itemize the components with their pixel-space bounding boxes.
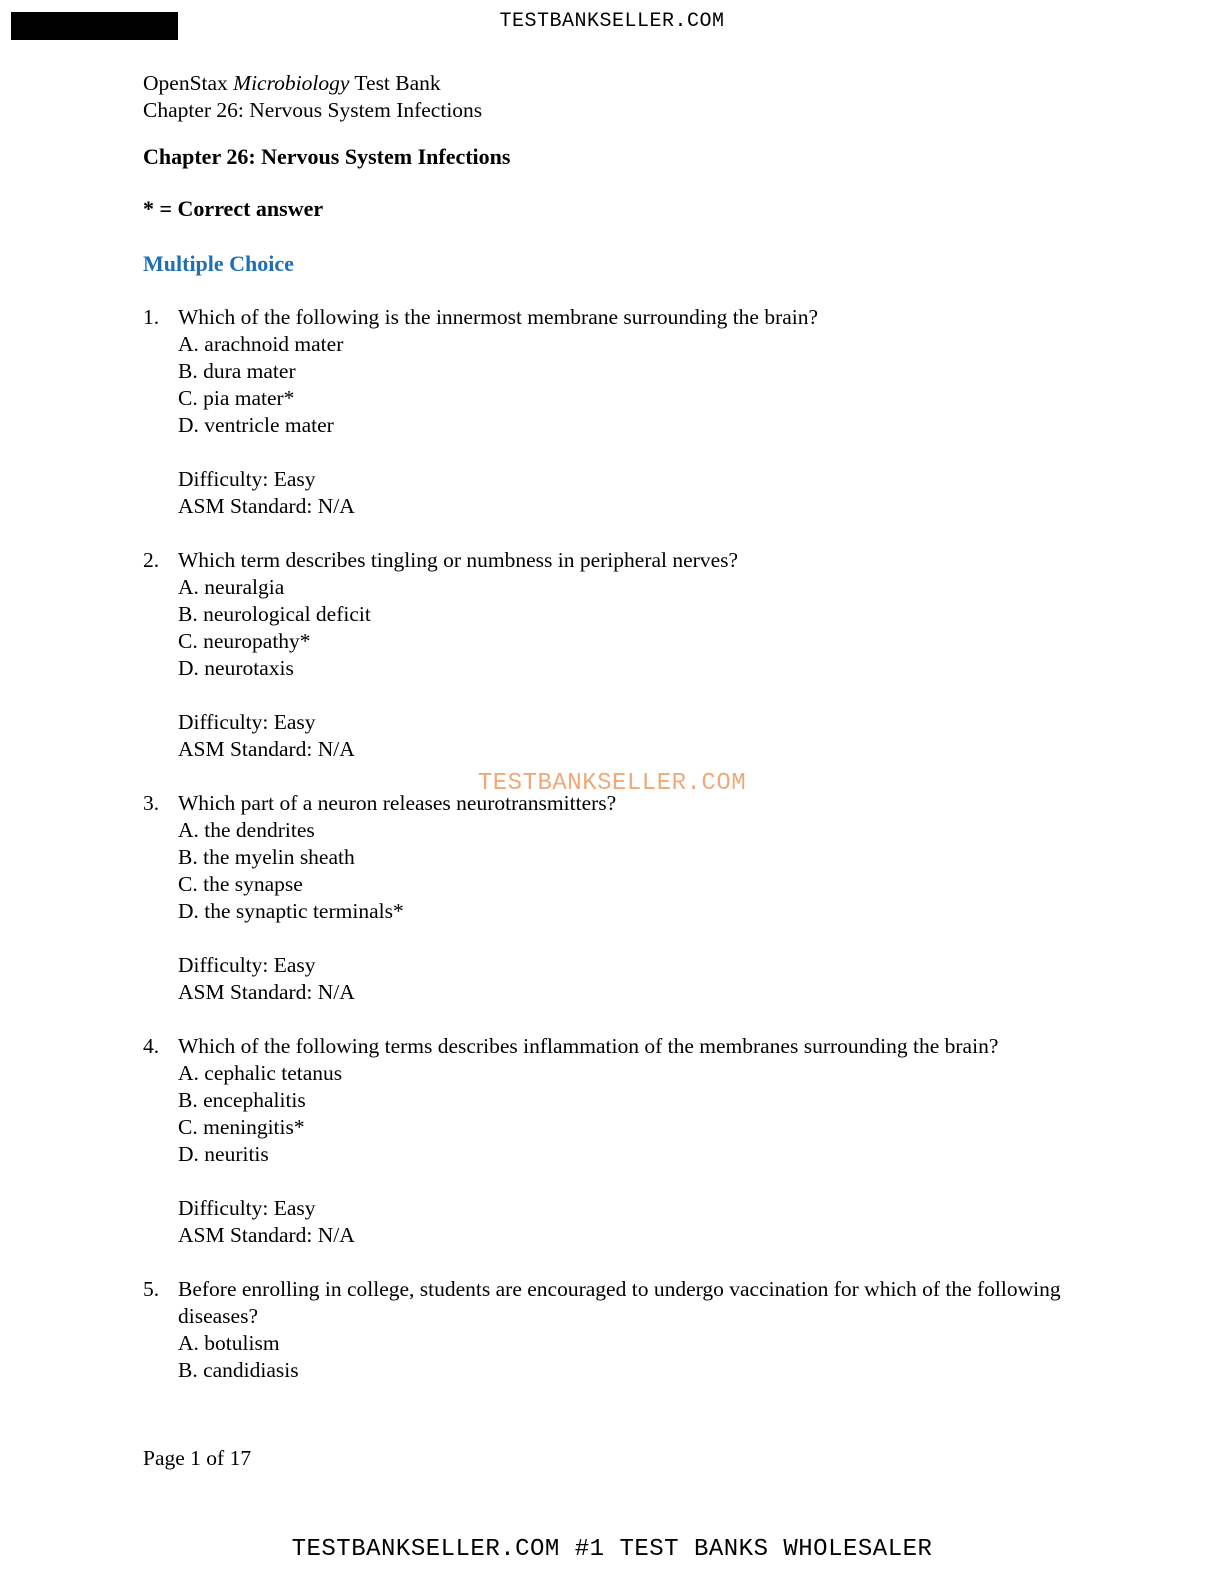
question-stem: Before enrolling in college, students are encouraged to undergo vaccination for which of the following diseases? — [178, 1277, 1061, 1328]
question-meta — [178, 466, 1083, 520]
answer-option: A. neuralgia — [178, 575, 285, 599]
difficulty-label: Difficulty: Easy — [178, 953, 316, 977]
section-title: Multiple Choice — [143, 251, 294, 276]
answer-option: B. neurological deficit — [178, 602, 371, 626]
question-3 — [143, 790, 1083, 1006]
question-number: 5. — [143, 1277, 160, 1301]
answer-option: B. candidiasis — [178, 1358, 299, 1382]
question-meta — [178, 1195, 1083, 1249]
answer-option: B. dura mater — [178, 359, 296, 383]
page-number: Page 1 of 17 — [143, 1446, 252, 1470]
question-5 — [143, 1276, 1083, 1384]
question-stem: Which term describes tingling or numbness in peripheral nerves? — [178, 548, 739, 572]
top-watermark: TESTBANKSELLER.COM — [499, 10, 725, 33]
asm-standard-label: ASM Standard: N/A — [178, 1223, 355, 1247]
question-meta — [178, 709, 1083, 763]
question-number: 3. — [143, 791, 160, 815]
question-2 — [143, 547, 1083, 763]
chapter-subtitle: Chapter 26: Nervous System Infections — [143, 98, 483, 122]
answer-option: D. ventricle mater — [178, 413, 334, 437]
answer-option: C. the synapse — [178, 872, 303, 896]
answer-option: D. the synaptic terminals* — [178, 899, 404, 923]
answer-option: D. neurotaxis — [178, 656, 294, 680]
question-number: 2. — [143, 548, 160, 572]
question-1 — [143, 304, 1083, 520]
asm-standard-label: ASM Standard: N/A — [178, 737, 355, 761]
chapter-heading: Chapter 26: Nervous System Infections — [143, 144, 511, 169]
question-number: 1. — [143, 305, 160, 329]
question-meta — [178, 952, 1083, 1006]
answer-option: A. the dendrites — [178, 818, 315, 842]
answer-option: D. neuritis — [178, 1142, 269, 1166]
answer-option: C. neuropathy* — [178, 629, 311, 653]
footer-watermark: TESTBANKSELLER.COM #1 TEST BANKS WHOLESALER — [291, 1536, 933, 1563]
book-title-line: OpenStax Microbiology Test Bank — [143, 71, 441, 95]
question-stem: Which of the following terms describes inflammation of the membranes surrounding the brain? — [178, 1034, 999, 1058]
asm-standard-label: ASM Standard: N/A — [178, 494, 355, 518]
answer-key-note: * = Correct answer — [143, 196, 324, 221]
document-body — [143, 70, 1083, 1384]
answer-option: B. the myelin sheath — [178, 845, 355, 869]
answer-option: B. encephalitis — [178, 1088, 306, 1112]
question-number: 4. — [143, 1034, 160, 1058]
answer-option: C. pia mater* — [178, 386, 295, 410]
difficulty-label: Difficulty: Easy — [178, 1196, 316, 1220]
question-4 — [143, 1033, 1083, 1249]
answer-option: A. cephalic tetanus — [178, 1061, 343, 1085]
difficulty-label: Difficulty: Easy — [178, 710, 316, 734]
asm-standard-label: ASM Standard: N/A — [178, 980, 355, 1004]
answer-option: A. botulism — [178, 1331, 280, 1355]
answer-option: C. meningitis* — [178, 1115, 305, 1139]
question-stem: Which part of a neuron releases neurotransmitters? — [178, 791, 617, 815]
question-stem: Which of the following is the innermost membrane surrounding the brain? — [178, 305, 819, 329]
answer-option: A. arachnoid mater — [178, 332, 344, 356]
middle-watermark: TESTBANKSELLER.COM — [477, 770, 747, 797]
difficulty-label: Difficulty: Easy — [178, 467, 316, 491]
